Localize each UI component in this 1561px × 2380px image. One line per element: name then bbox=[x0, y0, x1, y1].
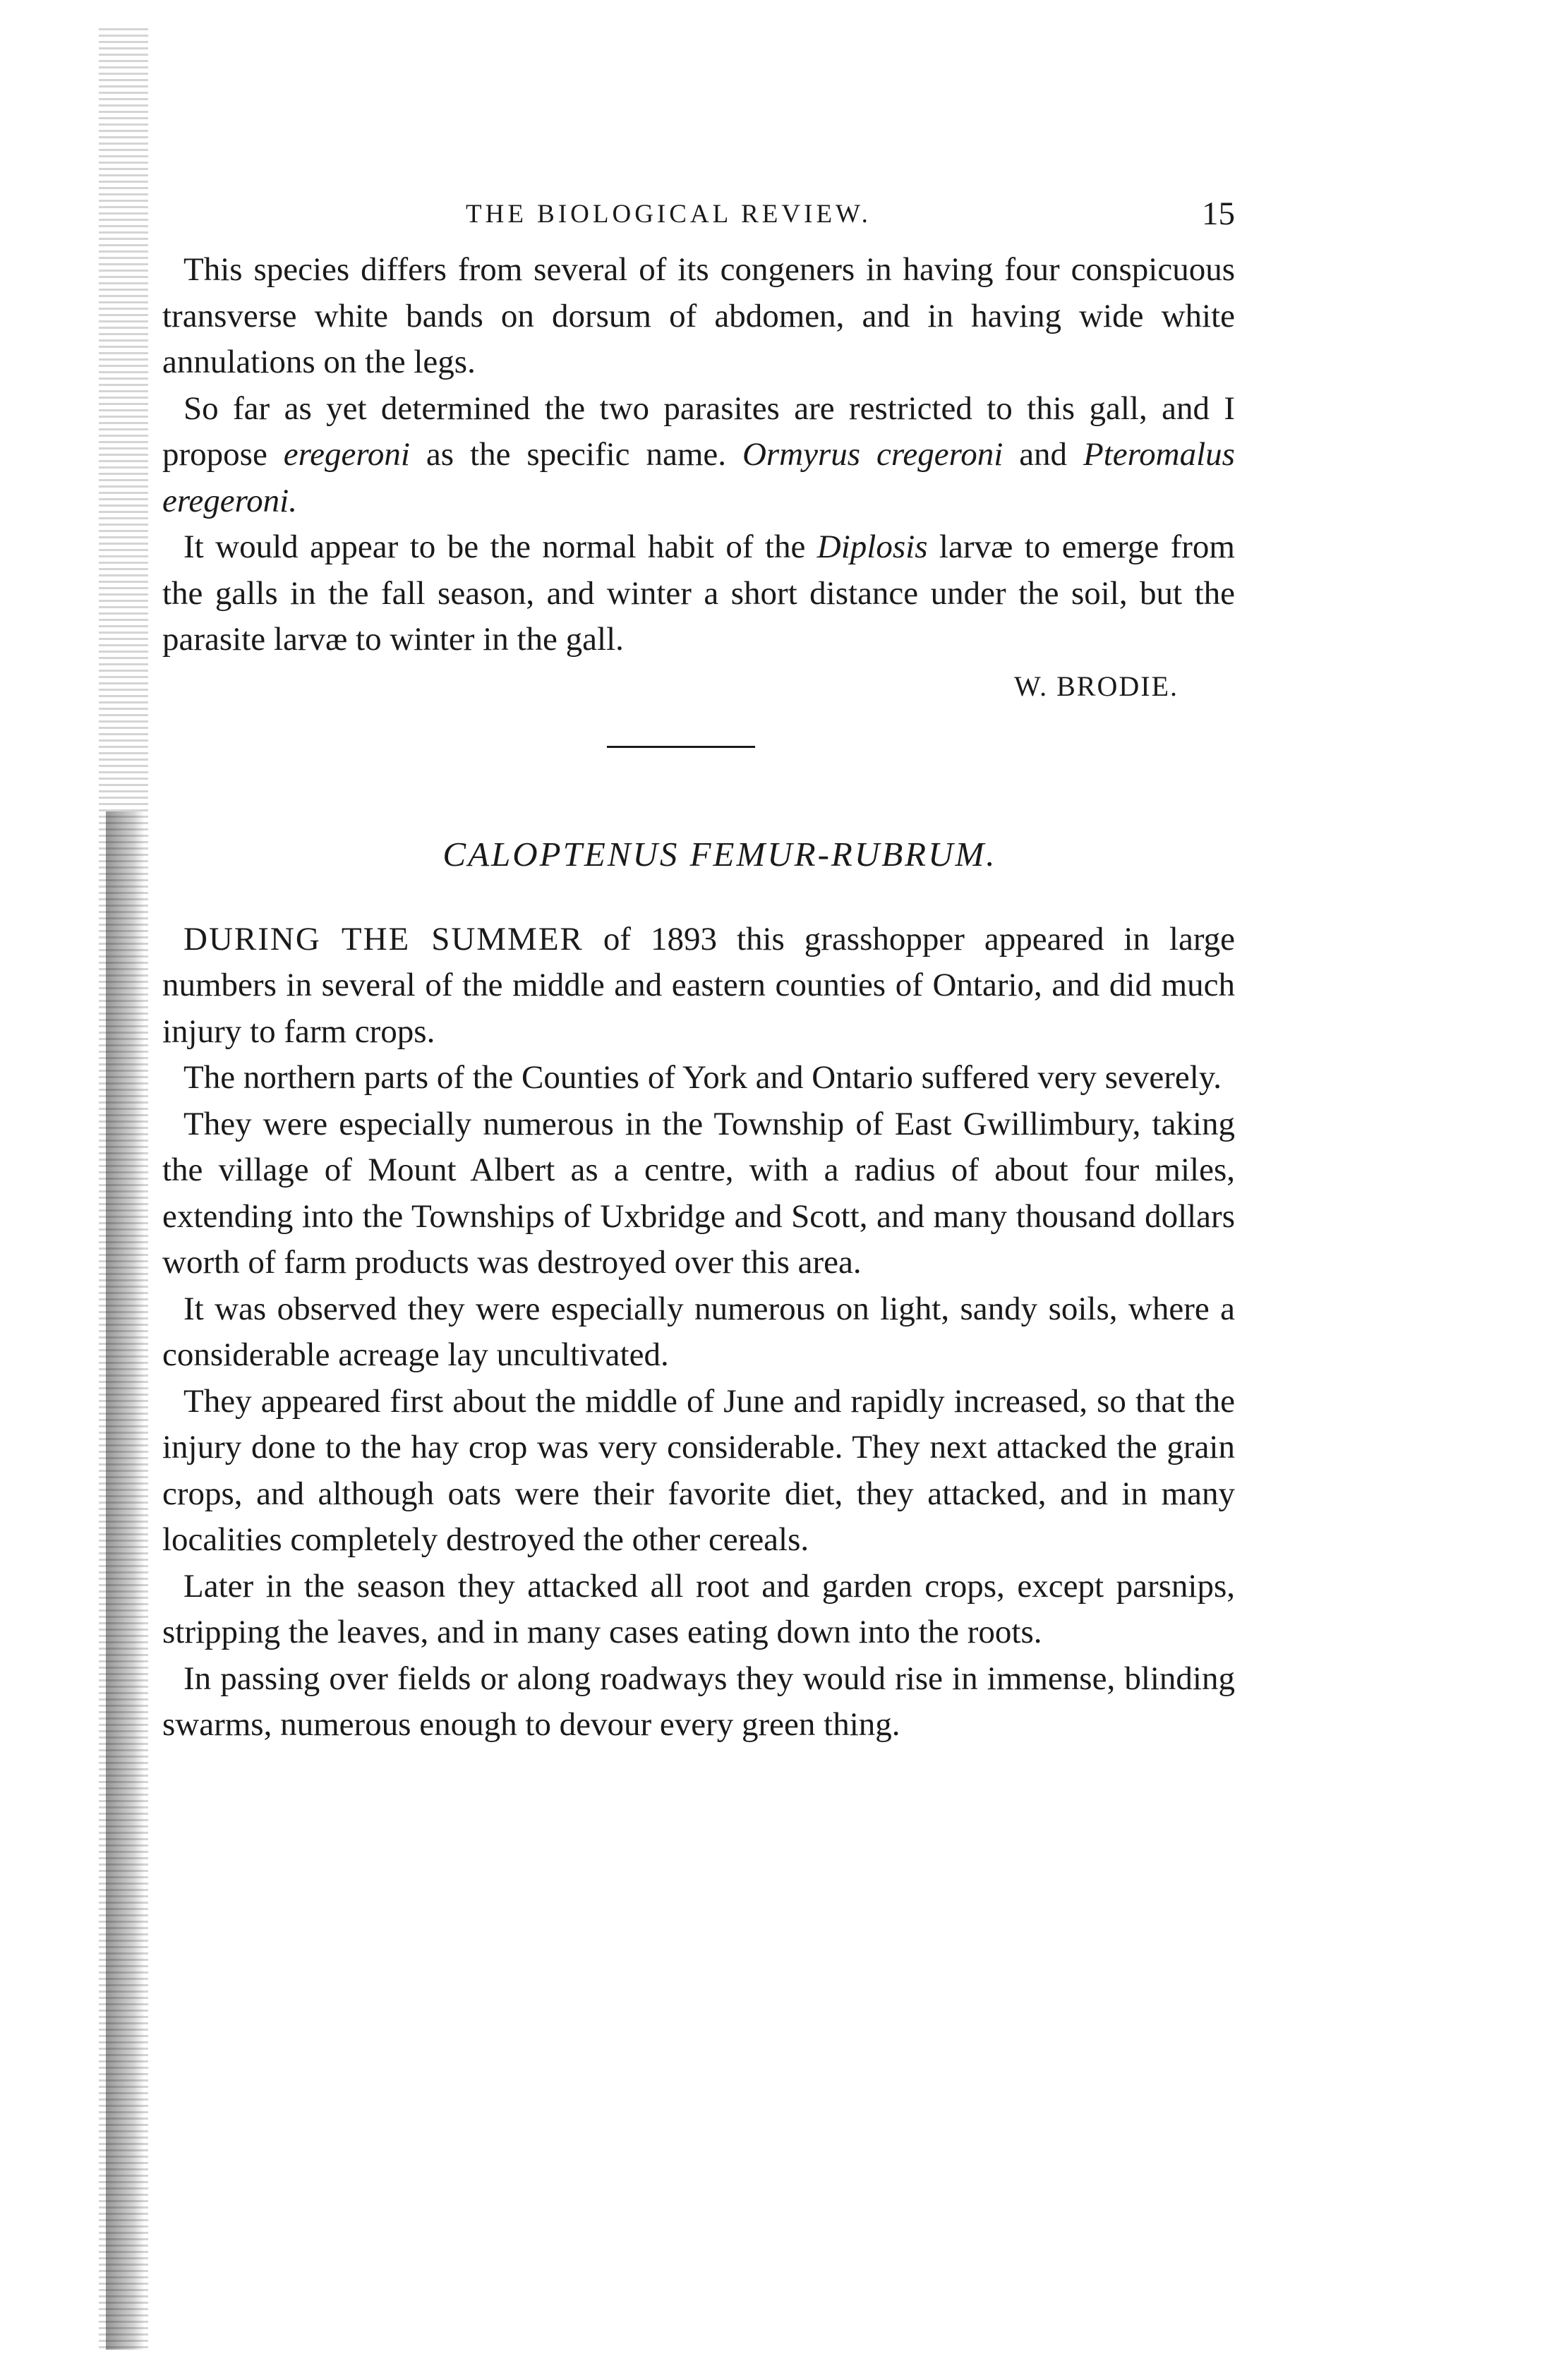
scan-binding-edge bbox=[106, 811, 145, 2350]
paragraph-northern-counties: The northern parts of the Counties of York and Ontario suffered very severely. bbox=[183, 1059, 1222, 1096]
section-divider bbox=[607, 746, 755, 748]
italic-term: Diplosis bbox=[816, 528, 928, 565]
text-run: So far as yet determined the two parasites are restricted to this gall, and I propose bbox=[162, 389, 1235, 473]
running-title: THE BIOLOGICAL REVIEW. bbox=[466, 200, 872, 229]
author-signature bbox=[162, 663, 1235, 709]
running-head bbox=[162, 191, 1235, 247]
page-body bbox=[162, 191, 1235, 1748]
article-title: CALOPTENUS FEMUR-RUBRUM. bbox=[442, 834, 997, 874]
italic-term: Pteromalus eregeroni. bbox=[162, 436, 1235, 519]
text-run: It would appear to be the normal habit of the bbox=[183, 528, 817, 565]
text-run: larvæ to emerge from the galls in the fall season, and winter a short distance under the soil, but the parasite larvæ to winter in the gall. bbox=[162, 528, 1235, 658]
text-run: and bbox=[1003, 436, 1083, 473]
text-run: of 1893 this grasshopper appeared in large numbers in several of the middle and eastern counties of Ontario, and did much injury to farm crops. bbox=[162, 920, 1236, 1050]
paragraph-parasites-name bbox=[162, 386, 1235, 525]
paragraph-township: They were especially numerous in the Township of East Gwillimbury, taking the village of Mount Albert as a centre, with a radius of about four miles, extending into the Townships of Uxbridge and Scott, and many thousand dollars worth of farm products was destroyed over this area. bbox=[162, 1105, 1235, 1281]
italic-term: eregeroni bbox=[283, 436, 410, 473]
paragraph-larvae-habit bbox=[162, 524, 1235, 663]
paragraph-swarms: In passing over fields or along roadways they would rise in immense, blinding swarms, numerous enough to devour every green thing. bbox=[162, 1660, 1235, 1743]
paragraph-root-crops: Later in the season they attacked all root and garden crops, except parsnips, stripping the leaves, and in many cases eating down into the roots. bbox=[162, 1567, 1235, 1650]
paragraph-species-description: This species differs from several of its congeners in having four conspicuous transverse white bands on dorsum of abdomen, and in having wide white annulations on the legs. bbox=[162, 251, 1235, 380]
signature-text: W. BRODIE. bbox=[1014, 670, 1179, 702]
paragraph-sandy-soils: It was observed they were especially numerous on light, sandy soils, where a considerable acreage lay uncultivated. bbox=[162, 1290, 1235, 1373]
italic-term: Ormyrus cregeroni bbox=[742, 436, 1004, 473]
page-number: 15 bbox=[1202, 195, 1235, 232]
text-run: as the specific name. bbox=[409, 436, 742, 473]
paragraph-crop-damage: They appeared first about the middle of June and rapidly increased, so that the injury done to the hay crop was very considerable. They next attacked the grain crops, and although oats were their favorite diet, they attacked, and in many localities completely destroyed the other cereals. bbox=[162, 1382, 1235, 1558]
paragraph-outbreak-intro bbox=[162, 917, 1235, 1056]
lead-in-smallcaps: DURING THE SUMMER bbox=[183, 920, 584, 958]
